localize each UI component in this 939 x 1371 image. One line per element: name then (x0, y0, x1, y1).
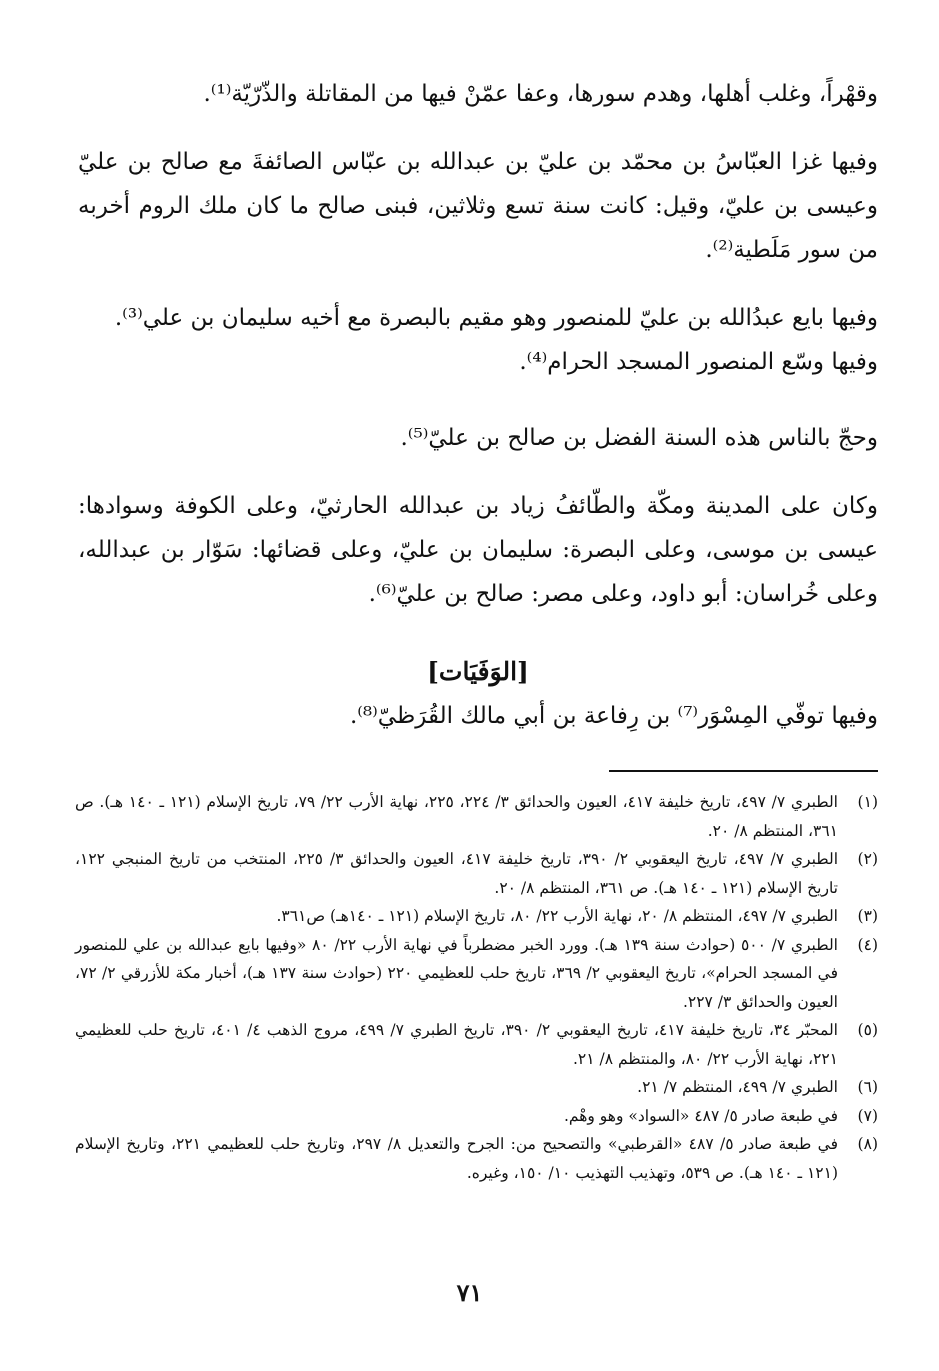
paragraph-6: وكان على المدينة ومكّة والطّائفُ زياد بن عبدالله الحارثيّ، وعلى الكوفة وسوادها: عيسى بن موسى، وعلى البصرة: سليمان بن عليّ، وعلى قضائها: سَوّار بن عبدالله، وعلى خُراسان: أبو داود، وعلى مصر: صالح بن عليّ⁽⁶⁾. (78, 493, 878, 607)
obituary-paragraph: وفيها توفّي المِسْوَر⁽⁷⁾ بن رِفاعة بن أبي مالك القُرَظيّ⁽⁸⁾. (349, 703, 878, 729)
footnote (75, 1130, 878, 1187)
footnote (75, 1102, 878, 1131)
footnote-number: (٧) (857, 1106, 878, 1125)
footnote-number: (١) (857, 793, 878, 811)
footnote (75, 1016, 878, 1073)
footnote-text: الطبري ٧/ ٤٩٧، تاريخ اليعقوبي ٢/ ٣٩٠، تاريخ خليفة ٤١٧، العيون والحدائق ٣/ ٢٢٥، المنتخب من تاريخ المنبجي ١٢٢، تاريخ الإسلام (١٢١ ـ ١٤٠ هـ). ص ٣٦١، المنتظم ٨/ ٢٠. (75, 850, 839, 897)
footnote-number: (٣) (857, 907, 878, 925)
footnote-divider (609, 770, 878, 772)
paragraph-2: وفيها غزا العبّاسُ بن محمّد بن عليّ بن عبدالله بن عبّاس الصائفةَ مع صالح بن عليّ وعيسى بن عليّ، وقيل: كانت سنة تسع وثلاثين، فبنى صالح ما كان ملك الروم أخربه من سور مَلَطية⁽²⁾. (78, 149, 878, 263)
paragraph-3: وفيها بايع عبدُالله بن عليّ للمنصور وهو مقيم بالبصرة مع أخيه سليمان بن علي⁽³⁾. (114, 305, 878, 331)
footnote-text: الطبري ٧/ ٤٩٩، المنتظم ٧/ ٢١. (637, 1078, 838, 1096)
page-number: ٧١ (456, 1278, 483, 1307)
footnote-text: الطبري ٧/ ٤٩٧، تاريخ خليفة ٤١٧، العيون والحدائق ٣/ ٢٢٤، ٢٢٥، نهاية الأرب ٢٢/ ٧٩، تاريخ الإسلام (١٢١ ـ ١٤٠ هـ). ص ٣٦١، المنتظم ٨/ ٢٠. (75, 793, 838, 840)
footnote-text: الطبري ٧/ ٥٠٠ (حوادث سنة ١٣٩ هـ). وورد الخبر مضطرباً في نهاية الأرب ٢٢/ ٨٠ «وفيها بايع عبدالله بن علي للمنصور في المسجد الحرام»، تاريخ اليعقوبي ٢/ ٣٦٩، تاريخ حلب للعظيمي ٢٢٠ (حوادث سنة ١٣٧ هـ)، أخبار مكة للأزرقي ٢/ ٧٢، العيون والحدائق ٣/ ٢٢٧. (75, 935, 838, 1011)
footnote (75, 845, 878, 902)
paragraph-5: وحجّ بالناس هذه السنة الفضل بن صالح بن عليّ⁽⁵⁾. (400, 425, 878, 451)
footnote-text: الطبري ٧/ ٤٩٧، المنتظم ٨/ ٢٠، نهاية الأرب ٢٢/ ٨٠، تاريخ الإسلام (١٢١ ـ ١٤٠هـ) ص٣٦١. (276, 907, 838, 925)
footnote-number: (٢) (857, 850, 878, 868)
paragraph-1: وقهْراً، وغلب أهلها، وهدم سورها، وعفا عمّنْ فيها من المقاتلة والذّرّيّة⁽¹⁾. (203, 81, 878, 107)
footnote-number: (٥) (857, 1021, 878, 1039)
footnote (75, 902, 878, 931)
footnote (75, 788, 878, 845)
main-text (78, 72, 878, 738)
paragraph-4: وفيها وسّع المنصور المسجد الحرام⁽⁴⁾. (519, 349, 878, 375)
footnotes (75, 788, 878, 1187)
footnote-text: المحبّر ٣٤، تاريخ خليفة ٤١٧، تاريخ اليعقوبي ٢/ ٣٩٠، تاريخ الطبري ٧/ ٤٩٩، مروج الذهب ٤/ ٤٠١، تاريخ حلب للعظيمي ٢٢١، نهاية الأرب ٢٢/ ٨٠، والمنتظم ٨/ ٢١. (75, 1021, 838, 1068)
footnote-number: (٤) (857, 935, 878, 954)
footnote-text: في طبعة صادر ٥/ ٤٨٧ «القرطبي» والتصحيح من: الجرح والتعديل ٨/ ٢٩٧، وتاريخ حلب للعظيمي ٢٢١، وتاريخ الإسلام (١٢١ ـ ١٤٠ هـ). ص ٥٣٩، وتهذيب التهذيب ١٠/ ١٥٠، وغيره. (75, 1135, 839, 1182)
section-heading: [الوَفَيَات] (427, 657, 529, 686)
footnote (75, 931, 878, 1017)
footnote-text: في طبعة صادر ٥/ ٤٨٧ «السواد» وهو وهْم. (563, 1106, 838, 1125)
footnote-number: (٨) (857, 1135, 878, 1153)
footnote (75, 1073, 878, 1102)
footnote-number: (٦) (857, 1078, 878, 1096)
